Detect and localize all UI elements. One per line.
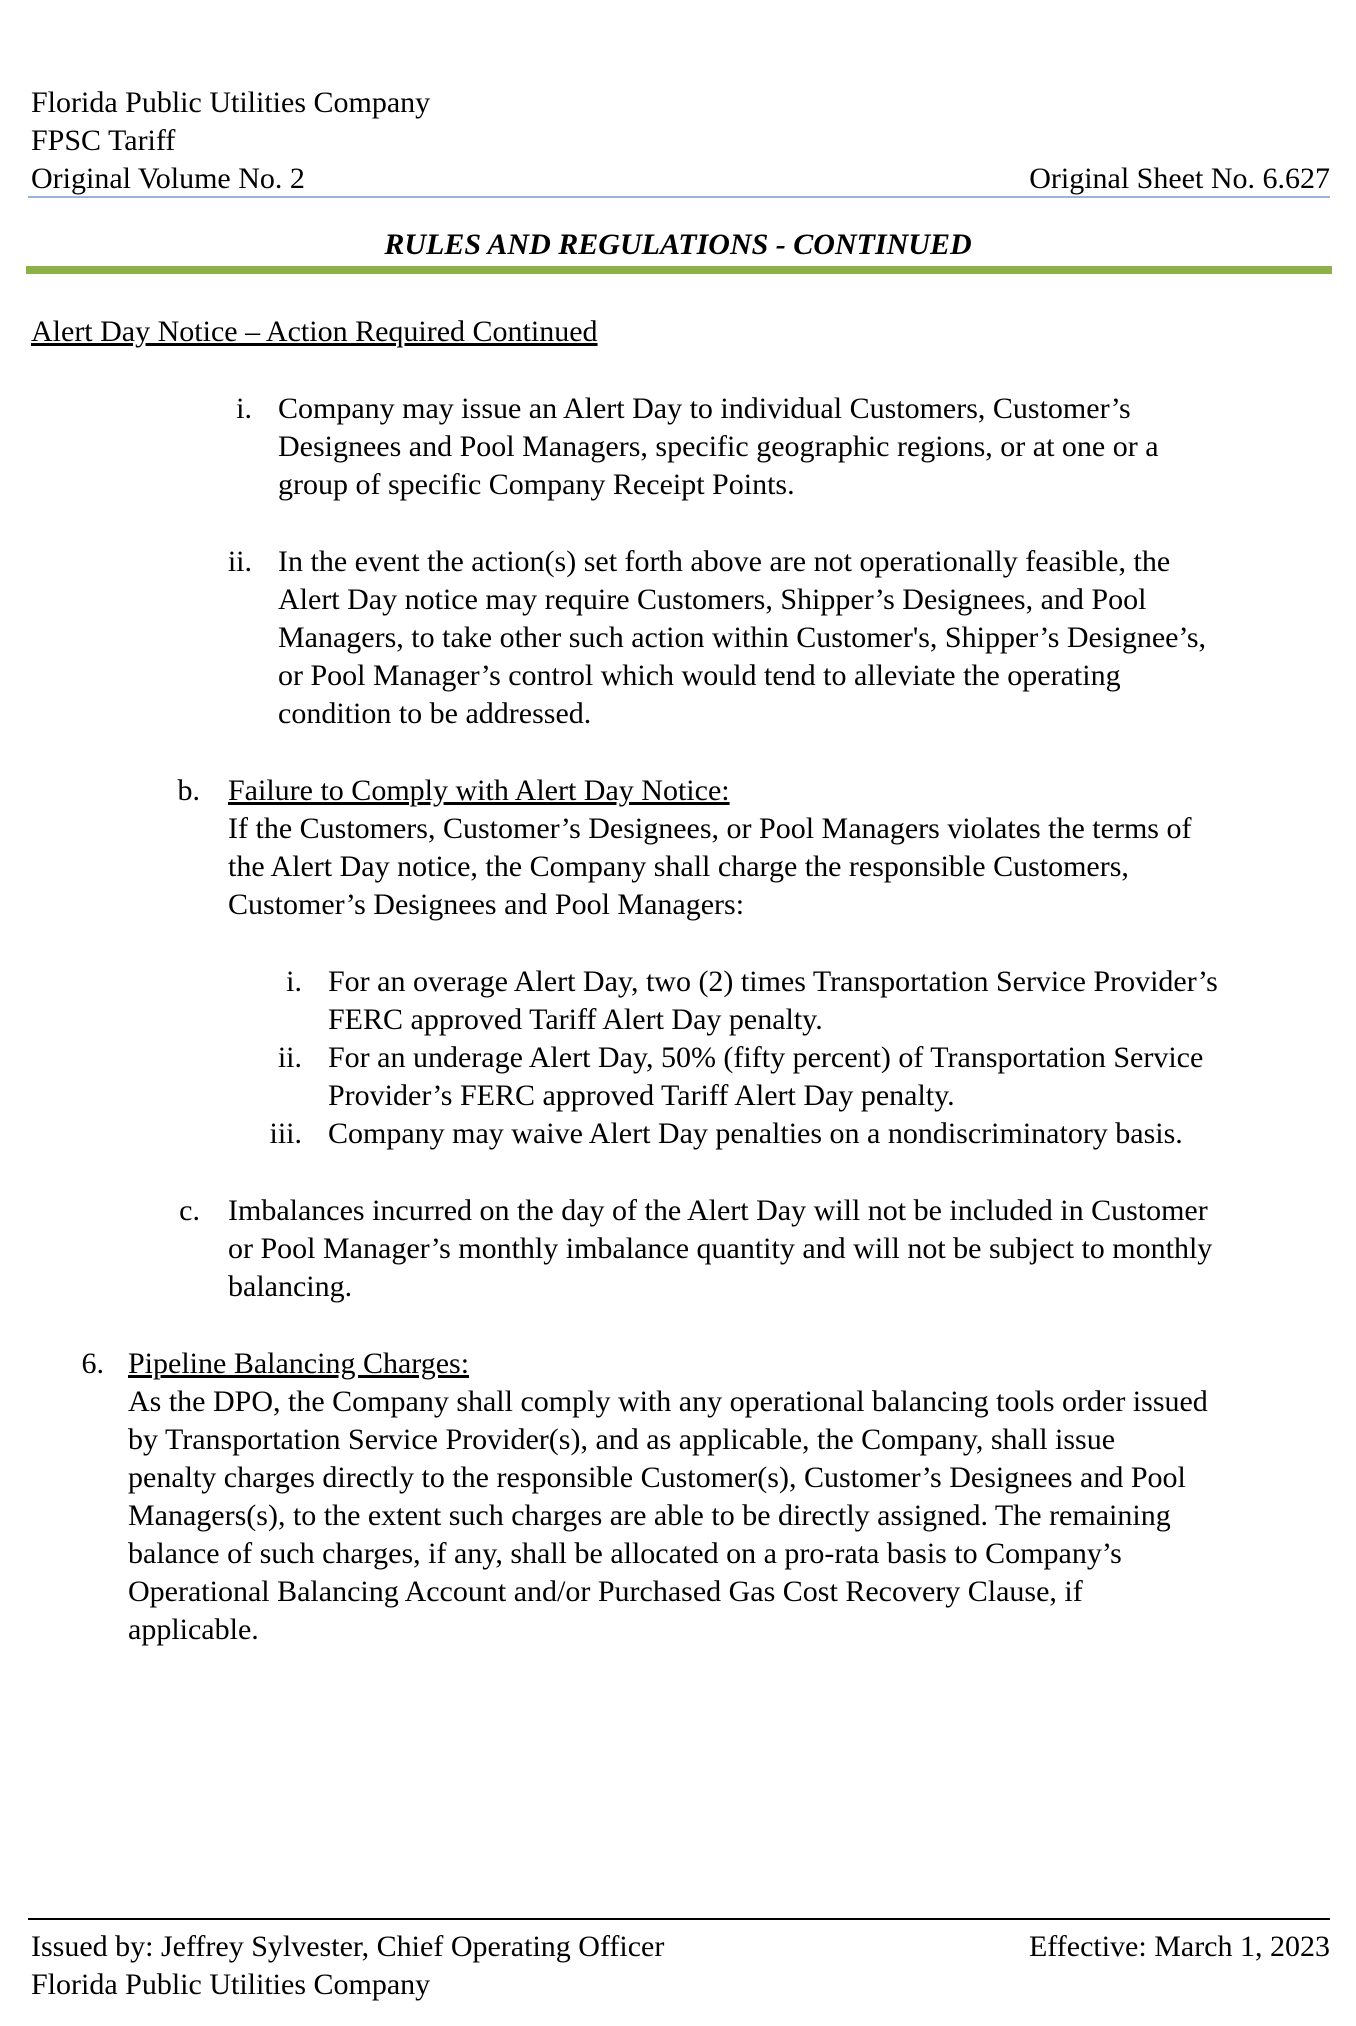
list-item-text bbox=[278, 390, 1318, 504]
text-line: applicable. bbox=[128, 1613, 259, 1646]
item-heading: Pipeline Balancing Charges: bbox=[128, 1347, 470, 1380]
list-item-text bbox=[328, 1115, 1338, 1153]
footer-divider bbox=[28, 1918, 1330, 1920]
page-title: RULES AND REGULATIONS - CONTINUED bbox=[384, 228, 972, 261]
text-line: In the event the action(s) set forth above are not operationally feasible, the bbox=[278, 545, 1171, 578]
text-line: or Pool Manager’s monthly imbalance quantity and will not be subject to monthly bbox=[228, 1232, 1213, 1265]
footer-issued-by: Issued by: Jeffrey Sylvester, Chief Operating Officer bbox=[31, 1930, 665, 1963]
list-marker: c. bbox=[179, 1194, 200, 1227]
header-sheet-number: Original Sheet No. 6.627 bbox=[1029, 162, 1330, 195]
footer-company: Florida Public Utilities Company bbox=[31, 1968, 431, 2001]
text-line: Customer’s Designees and Pool Managers: bbox=[228, 888, 745, 921]
list-item-text bbox=[328, 1039, 1338, 1115]
text-line: Company may waive Alert Day penalties on a nondiscriminatory basis. bbox=[328, 1117, 1183, 1150]
list-marker: b. bbox=[177, 774, 200, 807]
text-line: For an overage Alert Day, two (2) times Transportation Service Provider’s bbox=[328, 965, 1218, 998]
footer-effective-date: Effective: March 1, 2023 bbox=[1028, 1930, 1330, 1963]
text-line: by Transportation Service Provider(s), and as applicable, the Company, shall issue bbox=[128, 1423, 1116, 1456]
text-line: condition to be addressed. bbox=[278, 697, 592, 730]
text-line: As the DPO, the Company shall comply with any operational balancing tools order issued bbox=[128, 1385, 1208, 1418]
list-item-text bbox=[128, 1345, 1338, 1649]
list-marker: 6. bbox=[81, 1347, 104, 1380]
text-line: If the Customers, Customer’s Designees, or Pool Managers violates the terms of bbox=[228, 812, 1192, 845]
header-tariff: FPSC Tariff bbox=[31, 124, 176, 157]
list-marker: i. bbox=[236, 392, 252, 425]
header-volume: Original Volume No. 2 bbox=[31, 162, 305, 195]
list-item-text bbox=[228, 1192, 1338, 1306]
text-line: Managers(s), to the extent such charges are able to be directly assigned. The remaining bbox=[128, 1499, 1171, 1532]
text-line: or Pool Manager’s control which would tend to alleviate the operating bbox=[278, 659, 1121, 692]
text-line: Provider’s FERC approved Tariff Alert Day penalty. bbox=[328, 1079, 955, 1112]
header-divider bbox=[28, 196, 1330, 198]
text-line: For an underage Alert Day, 50% (fifty percent) of Transportation Service bbox=[328, 1041, 1204, 1074]
text-line: group of specific Company Receipt Points. bbox=[278, 468, 795, 501]
text-line: Imbalances incurred on the day of the Alert Day will not be included in Customer bbox=[228, 1194, 1208, 1227]
header-company: Florida Public Utilities Company bbox=[31, 86, 431, 119]
section-heading: Alert Day Notice – Action Required Continued bbox=[31, 315, 598, 348]
text-line: the Alert Day notice, the Company shall charge the responsible Customers, bbox=[228, 850, 1129, 883]
text-line: Operational Balancing Account and/or Purchased Gas Cost Recovery Clause, if bbox=[128, 1575, 1083, 1608]
text-line: Company may issue an Alert Day to individual Customers, Customer’s bbox=[278, 392, 1131, 425]
list-marker: ii. bbox=[227, 545, 252, 578]
text-line: Alert Day notice may require Customers, Shipper’s Designees, and Pool bbox=[278, 583, 1147, 616]
text-line: balancing. bbox=[228, 1270, 353, 1303]
text-line: penalty charges directly to the responsible Customer(s), Customer’s Designees and Pool bbox=[128, 1461, 1186, 1494]
list-marker: i. bbox=[286, 965, 302, 998]
text-line: FERC approved Tariff Alert Day penalty. bbox=[328, 1003, 823, 1036]
title-divider bbox=[26, 266, 1332, 274]
list-item-text bbox=[278, 543, 1338, 733]
text-line: balance of such charges, if any, shall be allocated on a pro-rata basis to Company’s bbox=[128, 1537, 1122, 1570]
text-line: Designees and Pool Managers, specific geographic regions, or at one or a bbox=[278, 430, 1159, 463]
list-marker: ii. bbox=[277, 1041, 302, 1074]
list-marker: iii. bbox=[269, 1117, 302, 1150]
list-item-text bbox=[228, 772, 1338, 924]
list-item-text bbox=[328, 963, 1338, 1039]
text-line: Managers, to take other such action within Customer's, Shipper’s Designee’s, bbox=[278, 621, 1207, 654]
item-heading: Failure to Comply with Alert Day Notice: bbox=[228, 774, 730, 807]
